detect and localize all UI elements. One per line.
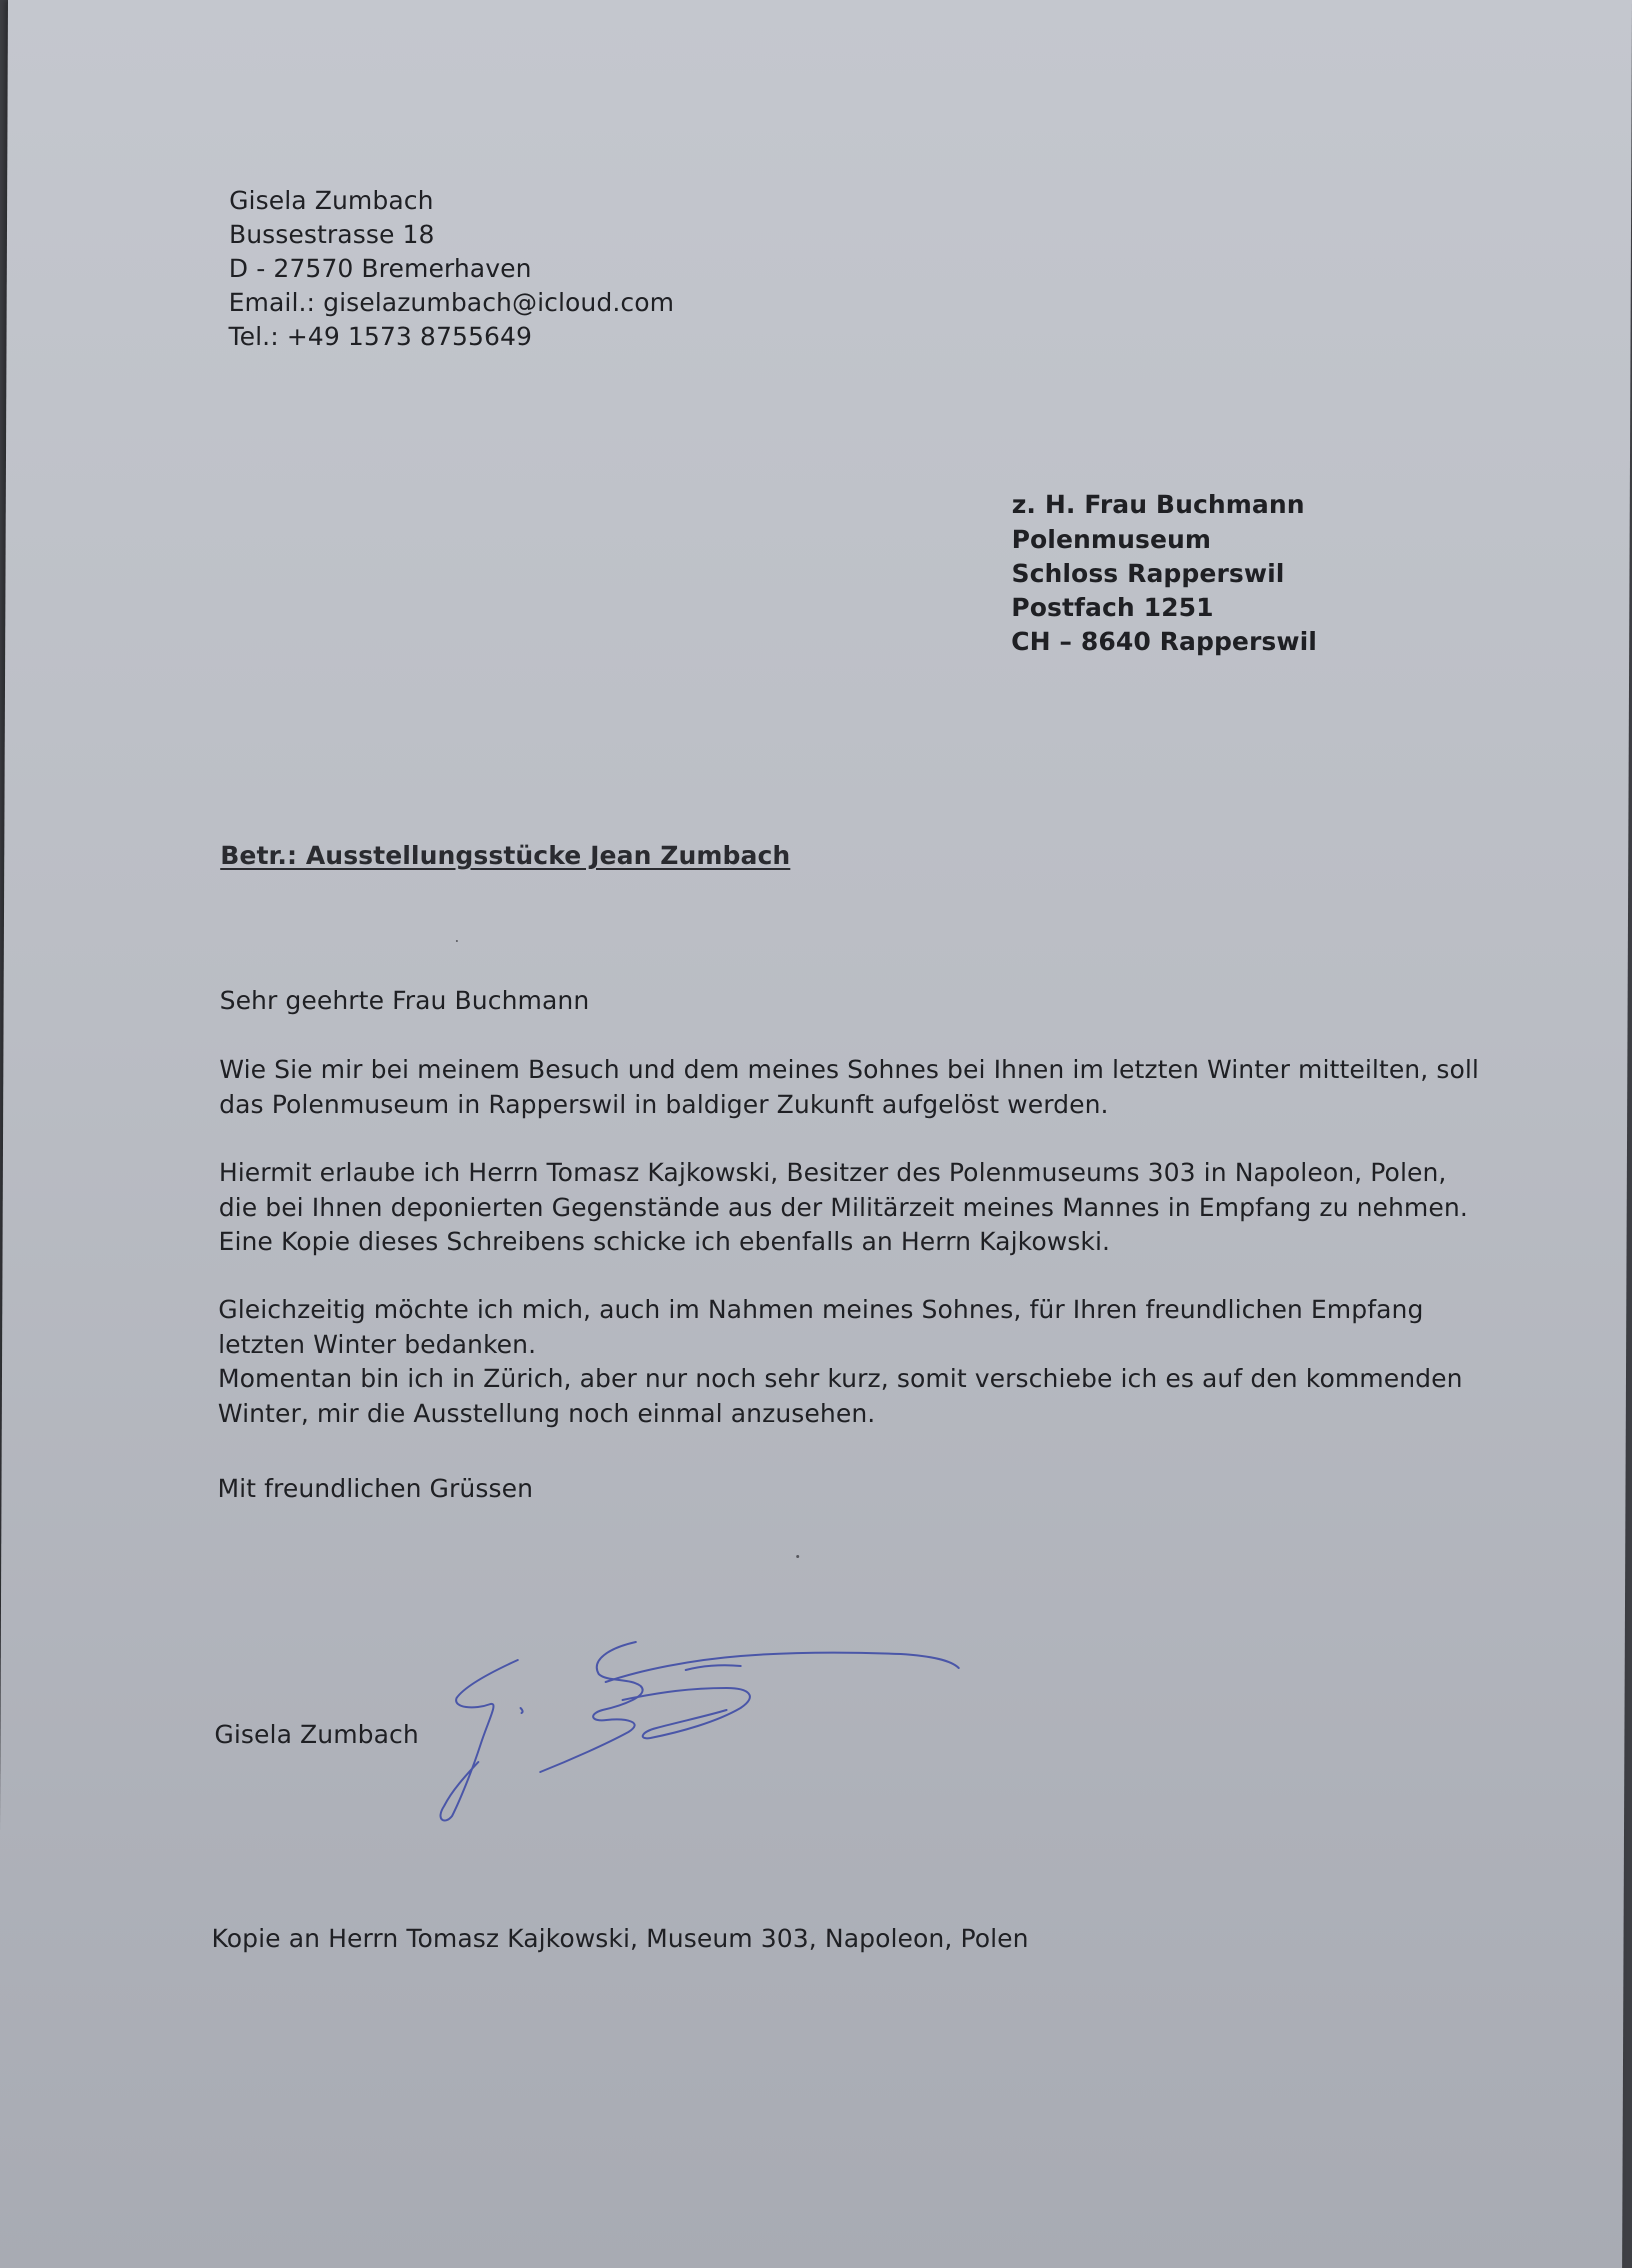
recipient-building: Schloss Rapperswil [1011,559,1285,588]
body-line: Eine Kopie dieses Schreibens schicke ich ebenfalls an Herrn Kajkowski. [218,1227,1111,1256]
sender-street: Bussestrasse 18 [228,220,435,249]
body-line: Hiermit erlaube ich Herrn Tomasz Kajkowski, Besitzer des Polenmuseums 303 in Napoleon, Polen, [218,1158,1447,1187]
body-line: die bei Ihnen deponierten Gegenstände aus der Militärzeit meines Mannes in Empfang zu nehmen. [218,1193,1468,1222]
sender-name: Gisela Zumbach [229,186,434,215]
copy-note: Kopie an Herrn Tomasz Kajkowski, Museum 303, Napoleon, Polen [211,1924,1029,1953]
sender-phone: Tel.: +49 1573 8755649 [228,322,533,351]
sender-email: Email.: giselazumbach@icloud.com [228,288,675,317]
salutation: Sehr geehrte Frau Buchmann [219,986,590,1015]
body-line: Winter, mir die Ausstellung noch einmal anzusehen. [217,1399,876,1428]
body-line: letzten Winter bedanken. [218,1330,537,1359]
body-line: Gleichzeitig möchte ich mich, auch im Nahmen meines Sohnes, für Ihren freundlichen Empfang [218,1295,1424,1324]
handwritten-signature [430,1630,991,1830]
body-line: Wie Sie mir bei meinem Besuch und dem meines Sohnes bei Ihnen im letzten Winter mitteilten, soll [219,1055,1480,1084]
paper-speck [456,940,458,942]
recipient-attention: z. H. Frau Buchmann [1011,490,1305,519]
signature-name: Gisela Zumbach [214,1720,419,1749]
paper-speck [796,1555,799,1558]
subject-line: Betr.: Ausstellungsstücke Jean Zumbach [220,841,791,870]
body-line: Momentan bin ich in Zürich, aber nur noch sehr kurz, somit verschiebe ich es auf den kommenden [217,1364,1463,1393]
closing: Mit freundlichen Grüssen [217,1474,534,1503]
body-line: das Polenmuseum in Rapperswil in baldiger Zukunft aufgelöst werden. [219,1090,1109,1119]
recipient-organization: Polenmuseum [1011,525,1212,554]
sender-city: D - 27570 Bremerhaven [228,254,532,283]
recipient-city: CH – 8640 Rapperswil [1011,627,1318,656]
recipient-po-box: Postfach 1251 [1011,593,1214,622]
